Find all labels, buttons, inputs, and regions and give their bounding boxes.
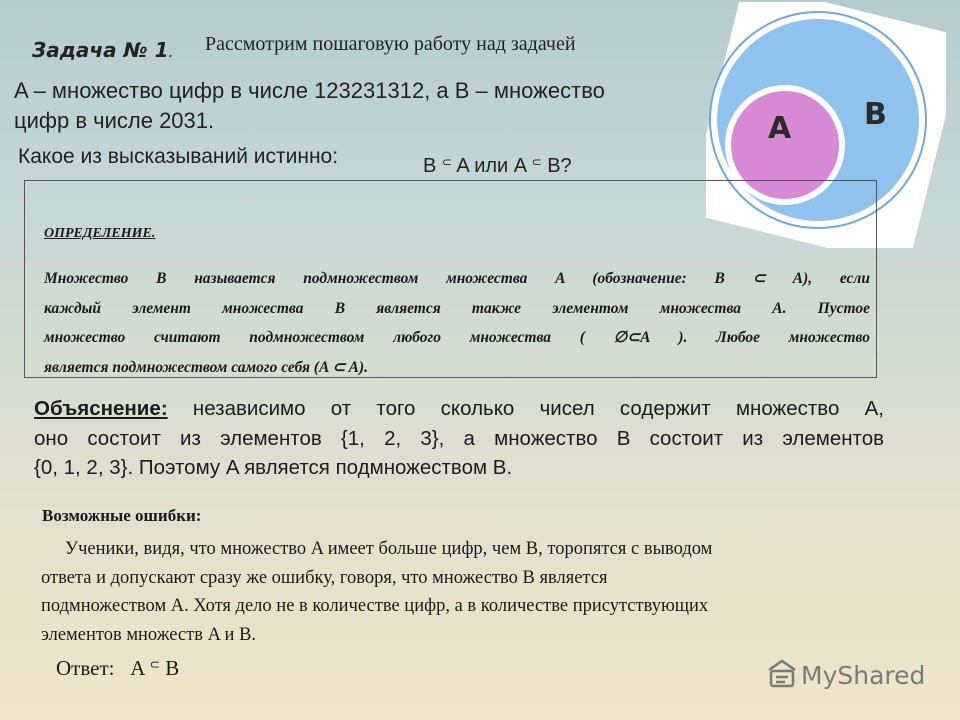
myshared-logo[interactable] [766,656,926,692]
answer-right: B [165,656,180,680]
task-title-text: Задача № 1 [32,38,169,62]
expr-right: B? [541,155,572,177]
definition-line-3: множество считают подмножеством любого множества ( ∅⊂A ). Любое множество [44,329,870,346]
venn-label-b: B [864,97,887,132]
explanation-line-2: оно состоит из элементов {1, 2, 3}, а множество B состоит из элементов [34,426,884,450]
answer-subset-symbol: ⊂ [149,657,161,672]
venn-label-a: A [768,111,792,146]
explanation [34,394,884,483]
problem-statement-line-1: A – множество цифр в числе 123231312, а B – множество [14,78,605,103]
errors-line-1: Ученики, видя, что множество A имеет больше цифр, чем B, торопятся с выводом [65,539,713,559]
logo-text: MyShared [801,661,926,690]
errors-label: Возможные ошибки: [42,506,202,525]
definition-line-1: Множество B называется подмножеством множества A (обозначение: B ⊂ A), если [44,270,870,287]
definition-line-2: каждый элемент множества B является также элементом множества A. Пустое [44,299,870,317]
definition-heading: ОПРЕДЕЛЕНИЕ. [44,226,156,241]
explanation-line-3: {0, 1, 2, 3}. Поэтому A является подмножеством B. [34,456,513,479]
answer-label: Ответ: [56,656,115,680]
expr-left: B [423,155,442,177]
explanation-label: Объяснение: [34,397,168,420]
subset-symbol: ⊂ [441,155,452,169]
explanation-line-1 [34,394,884,424]
task-title-suffix: . [168,42,174,61]
errors-text [41,535,921,649]
errors-line-2: ответа и допускают сразу же ошибку, говоря, что множество B является [41,567,608,588]
task-title [32,38,174,62]
definition-line-4: является подмножеством самого себя (A ⊂ A). [44,358,368,376]
problem-statement-line-2: цифр в числе 2031. [14,108,215,133]
expr-middle: A или A [451,155,532,177]
problem-question: Какое из высказываний истинно: [18,145,339,168]
logo-icon [769,661,795,686]
errors-line-4: элементов множеств A и B. [41,624,257,645]
answer-left: A [130,656,145,680]
problem-statement [14,76,674,136]
errors-line-3: подмножеством A. Хотя дело не в количестве цифр, а в количестве присутствующих [41,596,709,616]
definition-text [44,264,870,382]
explanation-line-1-text: независимо от того сколько чисел содержит множество A, [167,397,884,420]
slide-subtitle: Рассмотрим пошаговую работу над задачей [205,33,576,55]
subset-symbol: ⊂ [531,155,542,169]
answer [56,656,179,681]
question-expression [423,155,572,178]
